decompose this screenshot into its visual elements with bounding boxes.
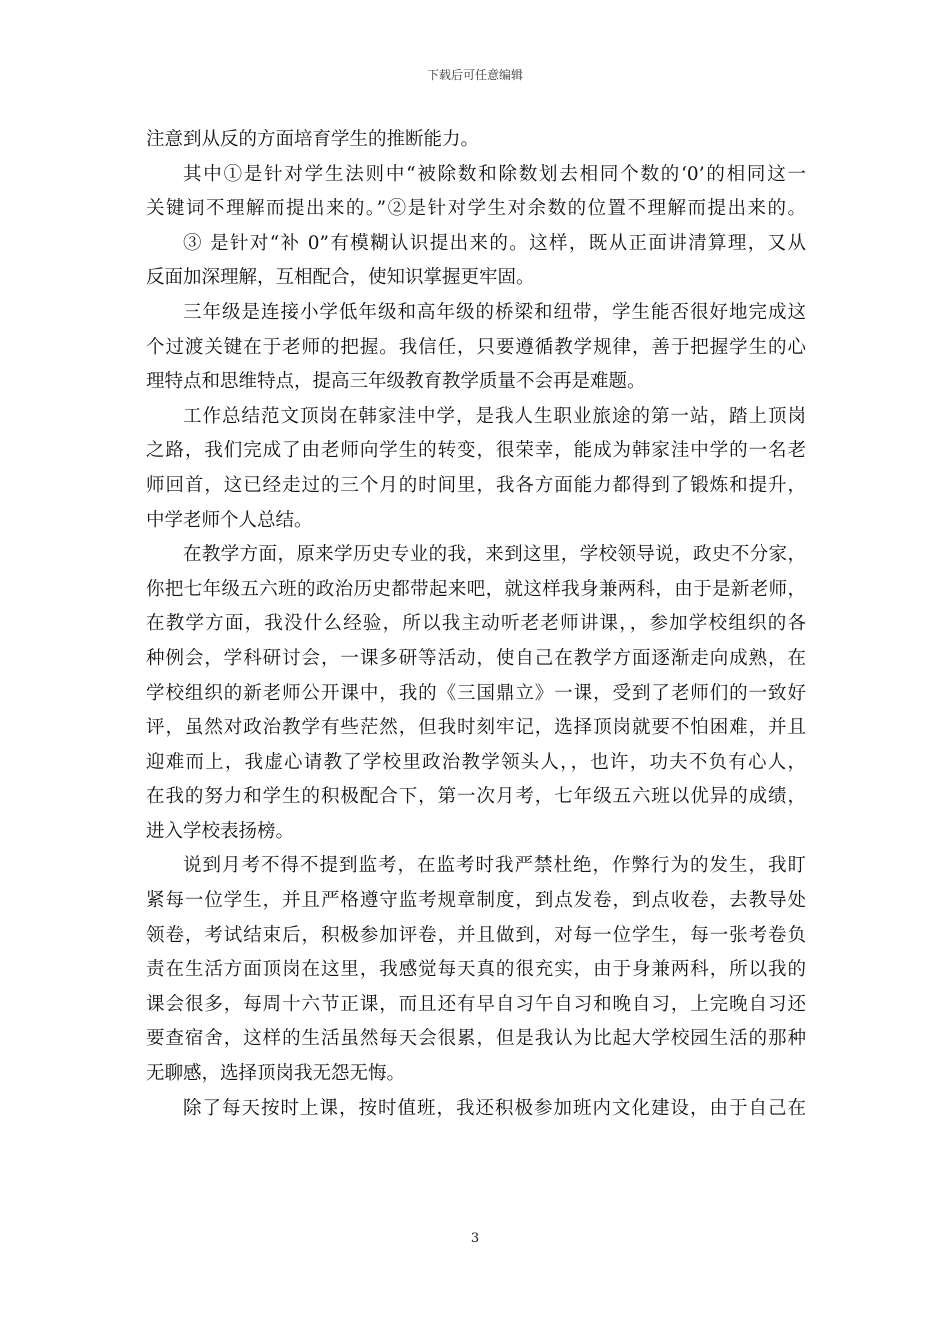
text-line: 评，虽然对政治教学有些茫然，但我时刻牢记，选择顶岗就要不怕困难，并且 xyxy=(146,717,806,739)
text-line: 其中①是针对学生法则中“被除数和除数划去相同个数的‘0’的相同这一 xyxy=(183,163,806,185)
text-line: 理特点和思维特点，提高三年级教育教学质量不会再是难题。 xyxy=(146,371,646,393)
text-line: 师回首，这已经走过的三个月的时间里，我各方面能力都得到了锻炼和提升， xyxy=(146,474,806,496)
page-header xyxy=(0,66,950,83)
text-line: 反面加深理解，互相配合，使知识掌握更牢固。 xyxy=(146,267,535,289)
text-line: 学校组织的新老师公开课中，我的《三国鼎立》一课，受到了老师们的一致好 xyxy=(146,682,806,704)
text-line: 进入学校表扬榜。 xyxy=(146,820,295,842)
document-body xyxy=(146,123,806,1126)
text-line: 工作总结范文顶岗在韩家洼中学，是我人生职业旅途的第一站，踏上顶岗 xyxy=(183,405,806,427)
text-line: 课会很多，每周十六节正课，而且还有早自习午自习和晚自习，上完晚自习还 xyxy=(146,993,806,1015)
text-line: 中学老师个人总结。 xyxy=(146,509,313,531)
text-line: 在我的努力和学生的积极配合下，第一次月考，七年级五六班以优异的成绩， xyxy=(146,786,806,808)
text-line: 说到月考不得不提到监考，在监考时我严禁杜绝，作弊行为的发生，我盯 xyxy=(183,855,806,877)
text-line: 种例会，学科研讨会，一课多研等活动，使自己在教学方面逐渐走向成熟，在 xyxy=(146,647,806,669)
text-line: 紧每一位学生，并且严格遵守监考规章制度，到点发卷，到点收卷，去教导处 xyxy=(146,890,806,912)
page-number: 3 xyxy=(470,1231,480,1246)
header-text: 下载后可任意编辑 xyxy=(426,68,523,82)
text-line: 无聊感，选择顶岗我无怨无悔。 xyxy=(146,1063,406,1085)
page-footer xyxy=(0,1231,950,1246)
text-line: 除了每天按时上课，按时值班，我还积极参加班内文化建设，由于自己在 xyxy=(183,1097,806,1119)
text-line: 在教学方面，原来学历史专业的我，来到这里，学校领导说，政史不分家， xyxy=(183,544,806,566)
text-line: 要查宿舍，这样的生活虽然每天会很累，但是我认为比起大学校园生活的那种 xyxy=(146,1028,806,1050)
text-line: 关键词不理解而提出来的。”②是针对学生对余数的位置不理解而提出来的。 xyxy=(146,198,806,220)
text-line: 你把七年级五六班的政治历史都带起来吧，就这样我身兼两科，由于是新老师， xyxy=(146,578,806,600)
text-line: 三年级是连接小学低年级和高年级的桥梁和纽带，学生能否很好地完成这 xyxy=(183,301,806,323)
text-line: 责在生活方面顶岗在这里，我感觉每天真的很充实，由于身兼两科，所以我的 xyxy=(146,959,806,981)
text-line: 迎难而上，我虚心请教了学校里政治教学领头人，，也许，功夫不负有心人， xyxy=(146,751,806,773)
text-line: 注意到从反的方面培育学生的推断能力。 xyxy=(146,129,480,150)
text-line: 在教学方面，我没什么经验，所以我主动听老老师讲课，，参加学校组织的各 xyxy=(146,613,806,635)
text-line: 个过渡关键在于老师的把握。我信任，只要遵循教学规律，善于把握学生的心 xyxy=(146,336,806,358)
text-line: ③ 是针对“补 0”有模糊认识提出来的。这样，既从正面讲清算理，又从 xyxy=(183,232,806,254)
text-line: 之路，我们完成了由老师向学生的转变，很荣幸，能成为韩家洼中学的一名老 xyxy=(146,440,806,462)
text-line: 领卷，考试结束后，积极参加评卷，并且做到，对每一位学生，每一张考卷负 xyxy=(146,924,806,946)
